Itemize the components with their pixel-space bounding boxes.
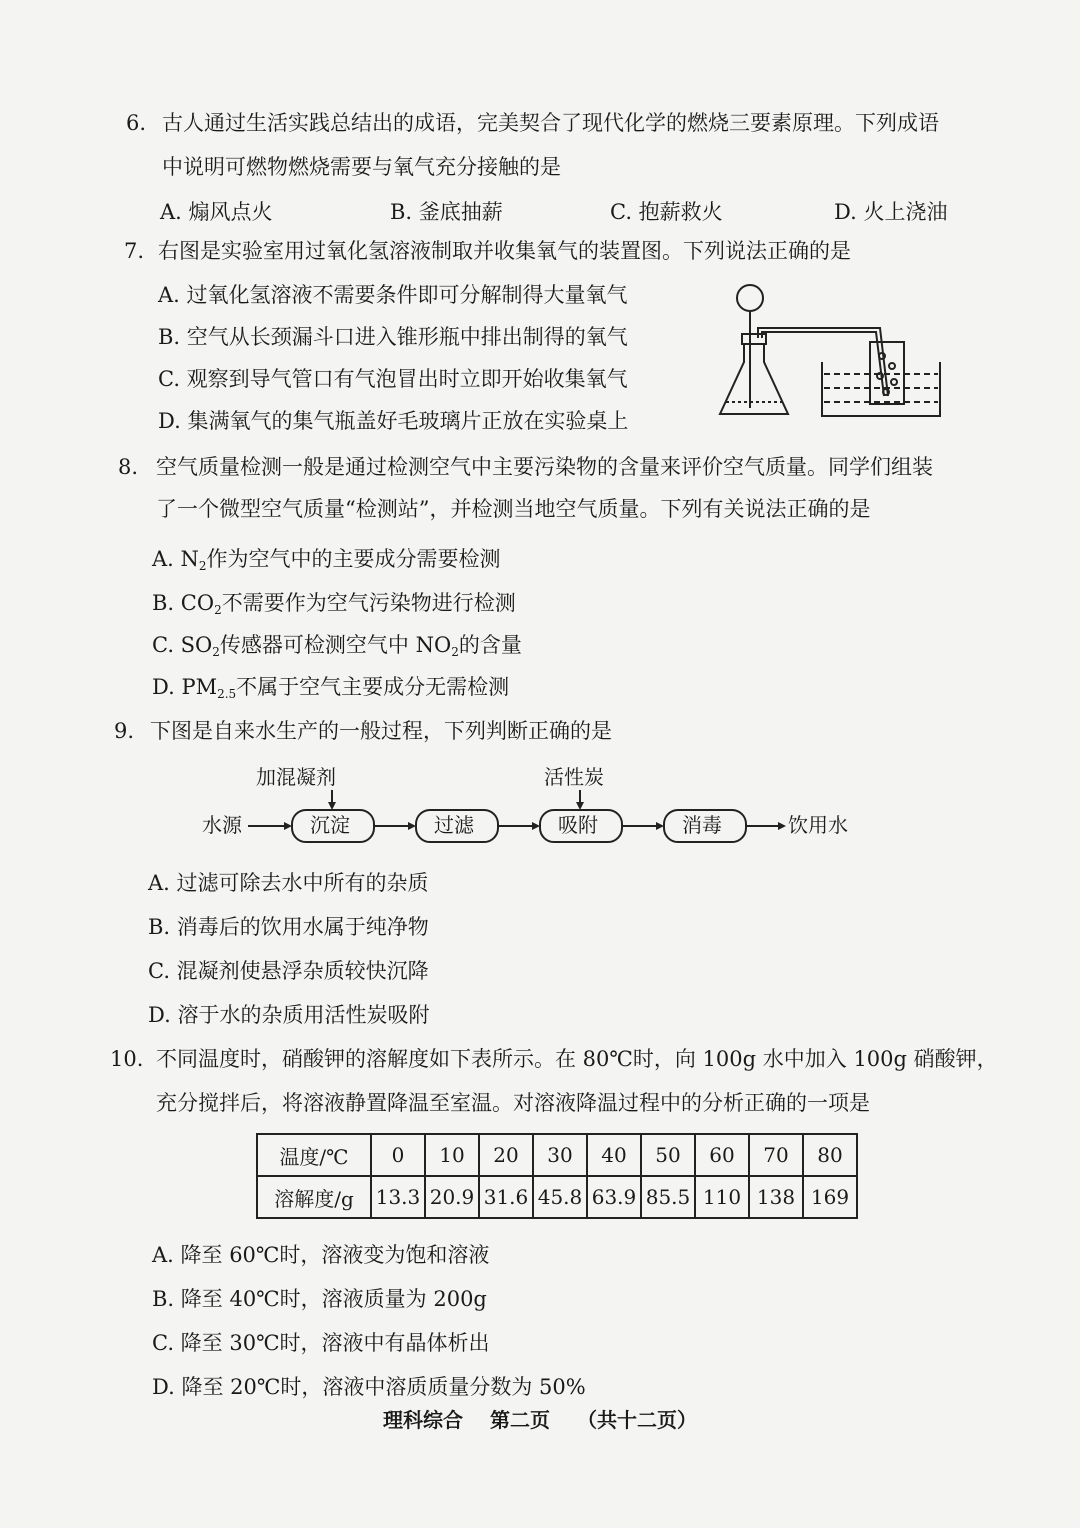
flow-source: 水源 [202,813,242,837]
q8-d-text: 不属于空气主要成分无需检测 [236,675,510,699]
flow-step-2: 过滤 [434,813,474,837]
q6-option-a: A. 煽风点火 [160,200,273,224]
q6-option-c: C. 抱薪救火 [610,200,723,224]
table-cell: 20.9 [425,1176,479,1218]
flow-add-carbon: 活性炭 [544,765,604,789]
footer-total: （共十二页） [576,1408,697,1432]
q8-option-a [152,544,501,581]
table-cell: 110 [695,1176,749,1218]
table-cell: 169 [803,1176,857,1218]
flow-step-1: 沉淀 [310,813,350,837]
q8-c-sub: 2 [212,645,220,659]
table-cell: 60 [695,1134,749,1176]
q8-a-sub: 2 [198,559,207,573]
q10-number: 10. [110,1047,144,1071]
q8-number: 8. [118,455,139,479]
table-header-solubility: 溶解度/g [257,1176,371,1218]
table-cell: 63.9 [587,1176,641,1218]
q6-number: 6. [126,111,147,135]
table-cell: 13.3 [371,1176,425,1218]
q9-option-a: A. 过滤可除去水中所有的杂质 [148,871,429,895]
table-cell: 80 [803,1134,857,1176]
q7-option-d: D. 集满氧气的集气瓶盖好毛玻璃片正放在实验桌上 [158,409,629,433]
water-process-flow [196,762,876,854]
table-row [257,1176,857,1218]
q8-b-text: 不需要作为空气污染物进行检测 [221,591,516,615]
q8-text1: 空气质量检测一般是通过检测空气中主要污染物的含量来评价空气质量。同学们组装 [156,455,933,479]
flow-add-coagulant: 加混凝剂 [256,765,336,789]
q8-option-c [152,630,522,667]
table-cell: 20 [479,1134,533,1176]
flow-target: 饮用水 [788,813,848,837]
flow-step-4: 消毒 [682,813,722,837]
q9-text: 下图是自来水生产的一般过程，下列判断正确的是 [150,719,612,743]
q6-text1: 古人通过生活实践总结出的成语，完美契合了现代化学的燃烧三要素原理。下列成语 [162,111,939,135]
q7-stem [124,236,851,266]
table-cell: 50 [641,1134,695,1176]
q9-option-c: C. 混凝剂使悬浮杂质较快沉降 [148,959,429,983]
table-cell: 31.6 [479,1176,533,1218]
table-cell: 40 [587,1134,641,1176]
q6-option-b: B. 釜底抽薪 [390,200,503,224]
q8-d-formula: D. PM [152,675,218,699]
q8-a-formula: A. N [152,547,199,571]
q8-stem-line2: 了一个微型空气质量“检测站”，并检测当地空气质量。下列有关说法正确的是 [156,497,871,521]
flow-step-3: 吸附 [558,813,598,837]
q8-b-formula: B. CO [152,591,215,615]
q10-option-c: C. 降至 30℃时，溶液中有晶体析出 [152,1331,490,1355]
q7-text: 右图是实验室用过氧化氢溶液制取并收集氧气的装置图。下列说法正确的是 [158,239,851,263]
q9-number: 9. [114,719,135,743]
q7-option-c: C. 观察到导气管口有气泡冒出时立即开始收集氧气 [158,367,628,391]
q9-stem [114,716,612,746]
table-cell: 30 [533,1134,587,1176]
footer-page: 第二页 [490,1408,550,1432]
q7-number: 7. [124,239,145,263]
q8-option-d [152,672,509,709]
q10-option-a: A. 降至 60℃时，溶液变为饱和溶液 [152,1243,490,1267]
q8-d-sub: 2.5 [217,687,237,701]
q9-option-b: B. 消毒后的饮用水属于纯净物 [148,915,429,939]
solubility-table [256,1133,858,1219]
q8-stem-line1 [118,452,933,482]
q8-b-sub: 2 [214,603,222,617]
footer-subject: 理科综合 [383,1408,464,1432]
q8-c-sub2: 2 [451,645,459,659]
table-cell: 70 [749,1134,803,1176]
q10-option-d: D. 降至 20℃时，溶液中溶质质量分数为 50% [152,1375,586,1399]
q6-stem-line2: 中说明可燃物燃烧需要与氧气充分接触的是 [162,155,561,179]
q8-c-formula: C. SO [152,633,213,657]
table-cell: 0 [371,1134,425,1176]
q8-option-b [152,588,516,625]
q7-option-a: A. 过氧化氢溶液不需要条件即可分解制得大量氧气 [158,283,628,307]
page-footer [0,1404,1080,1433]
q9-option-d: D. 溶于水的杂质用活性炭吸附 [148,1003,430,1027]
q8-c-text: 传感器可检测空气中 NO [219,633,452,657]
oxygen-apparatus-figure [712,278,944,426]
q10-text1: 不同温度时，硝酸钾的溶解度如下表所示。在 80℃时，向 100g 水中加入 100g 硝酸钾， [156,1047,998,1071]
q7-option-b: B. 空气从长颈漏斗口进入锥形瓶中排出制得的氧气 [158,325,628,349]
q6-option-d: D. 火上浇油 [834,200,948,224]
table-cell: 10 [425,1134,479,1176]
table-header-temp: 温度/℃ [257,1134,371,1176]
q8-c-text2: 的含量 [458,633,522,657]
table-cell: 45.8 [533,1176,587,1218]
table-cell: 138 [749,1176,803,1218]
q8-a-text: 作为空气中的主要成分需要检测 [206,547,501,571]
q10-stem-line1 [110,1044,998,1074]
q10-stem-line2: 充分搅拌后，将溶液静置降温至室温。对溶液降温过程中的分析正确的一项是 [156,1091,870,1115]
q10-option-b: B. 降至 40℃时，溶液质量为 200g [152,1287,487,1311]
table-cell: 85.5 [641,1176,695,1218]
table-row [257,1134,857,1176]
q6-stem-line1 [126,108,939,138]
